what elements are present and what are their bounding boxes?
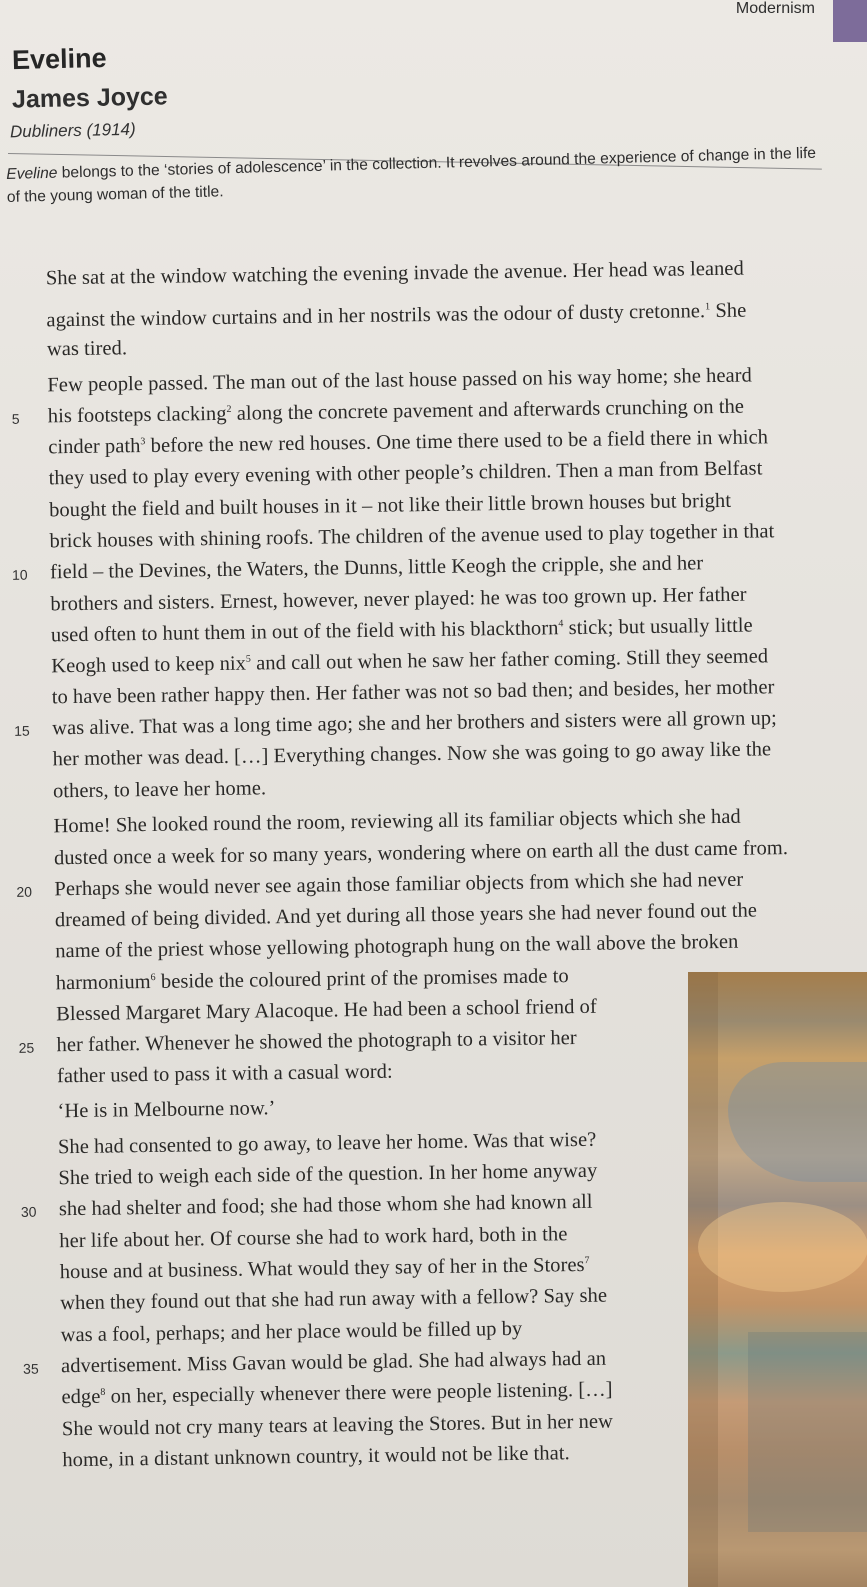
line-5: his footsteps clacking$^2$ along the concrete pavement and afterwards crunching on the [47,395,745,428]
footnote-marker: 4 [558,618,564,630]
line-28: She had consented to go away, to leave her home. Was that wise? [57,1128,597,1159]
line-3: was tired. [46,337,128,361]
footnote-marker: 7 [584,1255,590,1267]
footnote-marker: 3 [140,436,146,448]
line-27: ‘He is in Melbourne now.’ [57,1097,276,1123]
line-25: her father. Whenever he showed the photograph to a visitor her [56,1027,577,1057]
line-12: used often to hunt them in out of the field with his blackthorn$^4$ stick; but usually little [50,614,753,647]
line-31: her life about her. Of course she had to work hard, both in the [59,1223,568,1253]
line-26: father used to pass it with a casual word: [56,1060,393,1088]
footnote-marker: 1 [704,301,711,313]
footnote-marker: 6 [150,972,156,984]
line-38: home, in a distant unknown country, it would not be like that. [62,1442,570,1472]
line-number: 25 [18,1039,35,1056]
line-32: house and at business. What would they say of her in the Stores$^7$ [59,1253,590,1284]
line-number: 35 [23,1360,39,1377]
line-8: bought the field and built houses in it – not like their little brown houses but bright [48,489,732,522]
line-36: edge$^8$ on her, especially whenever there were people listening. […] [61,1378,613,1409]
source-citation: Dubliners (1914) [9,119,136,142]
line-30: she had shelter and food; she had those whom she had known all [58,1190,593,1221]
line-13: Keogh used to keep nix$^5$ and call out when he saw her father coming. Still they seemed [51,645,769,678]
line-14: to have been rather happy then. Her father was not so bad then; and besides, her mother [51,676,775,709]
line-number: 30 [20,1203,37,1220]
line-20: Perhaps she would never see again those familiar objects from which she had never [54,868,744,901]
line-9: brick houses with shining roofs. The children of the avenue used to play together in that [49,520,775,553]
line-22: name of the priest whose yellowing photograph hung on the wall above the broken [55,930,739,963]
line-number: 5 [11,410,20,427]
painting-image [688,972,867,1587]
line-21: dreamed of being divided. And yet during all those years she had never found out the [54,899,758,932]
footnote-marker: 5 [245,653,252,665]
line-34: was a fool, perhaps; and her place would be filled up by [60,1317,523,1347]
line-37: She would not cry many tears at leaving the Stores. But in her new [61,1410,614,1441]
line-number: 20 [16,883,33,900]
line-15: was alive. That was a long time ago; she and her brothers and sisters were all grown up; [52,707,778,740]
intro-text [6,142,827,209]
line-35: advertisement. Miss Gavan would be glad. She had always had an [60,1347,607,1378]
line-2: against the window curtains and in her nostrils was the odour of dusty cretonne.$^1$ She [46,299,747,332]
line-6: cinder path$^3$ before the new red houses. One time there used to be a field there in which [48,426,769,459]
line-19: dusted once a week for so many years, wondering where on earth all the dust came from. [53,837,789,870]
story-title: Eveline [11,42,107,76]
line-1: She sat at the window watching the evening invade the avenue. Her head was leaned [45,257,744,290]
line-11: brothers and sisters. Ernest, however, never played: he was too grown up. Her father [50,583,747,616]
intro-body: belongs to the ‘stories of adolescence’ in the collection. It revolves around the experience of change in the life of the young woman of the title. [6,144,817,206]
line-16: her mother was dead. […] Everything changes. Now she was going to go away like the [52,738,772,771]
line-number: 10 [11,566,28,583]
line-7: they used to play every evening with other people’s children. Then a man from Belfast [48,457,763,490]
line-23: harmonium$^6$ beside the coloured print of the promises made to [55,965,569,995]
line-29: She tried to weigh each side of the question. In her home anyway [58,1159,598,1190]
footnote-marker: 2 [226,403,232,416]
line-24: Blessed Margaret Mary Alacoque. He had been a school friend of [56,995,597,1026]
footnote-marker: 8 [100,1386,106,1398]
author-name: James Joyce [11,82,168,114]
line-number: 15 [14,722,30,739]
intro-work-title: Eveline [6,164,58,183]
line-33: when they found out that she had run away with a fellow? Say she [60,1284,608,1315]
section-label: Modernism [735,0,815,17]
line-4: Few people passed. The man out of the last house passed on his way home; she heard [47,364,753,397]
line-18: Home! She looked round the room, reviewing all its familiar objects which she had [53,805,741,838]
line-10: field – the Devines, the Waters, the Dunns, little Keogh the cripple, she and her [49,552,704,584]
line-17: others, to leave her home. [52,777,267,803]
section-tab [833,0,867,42]
